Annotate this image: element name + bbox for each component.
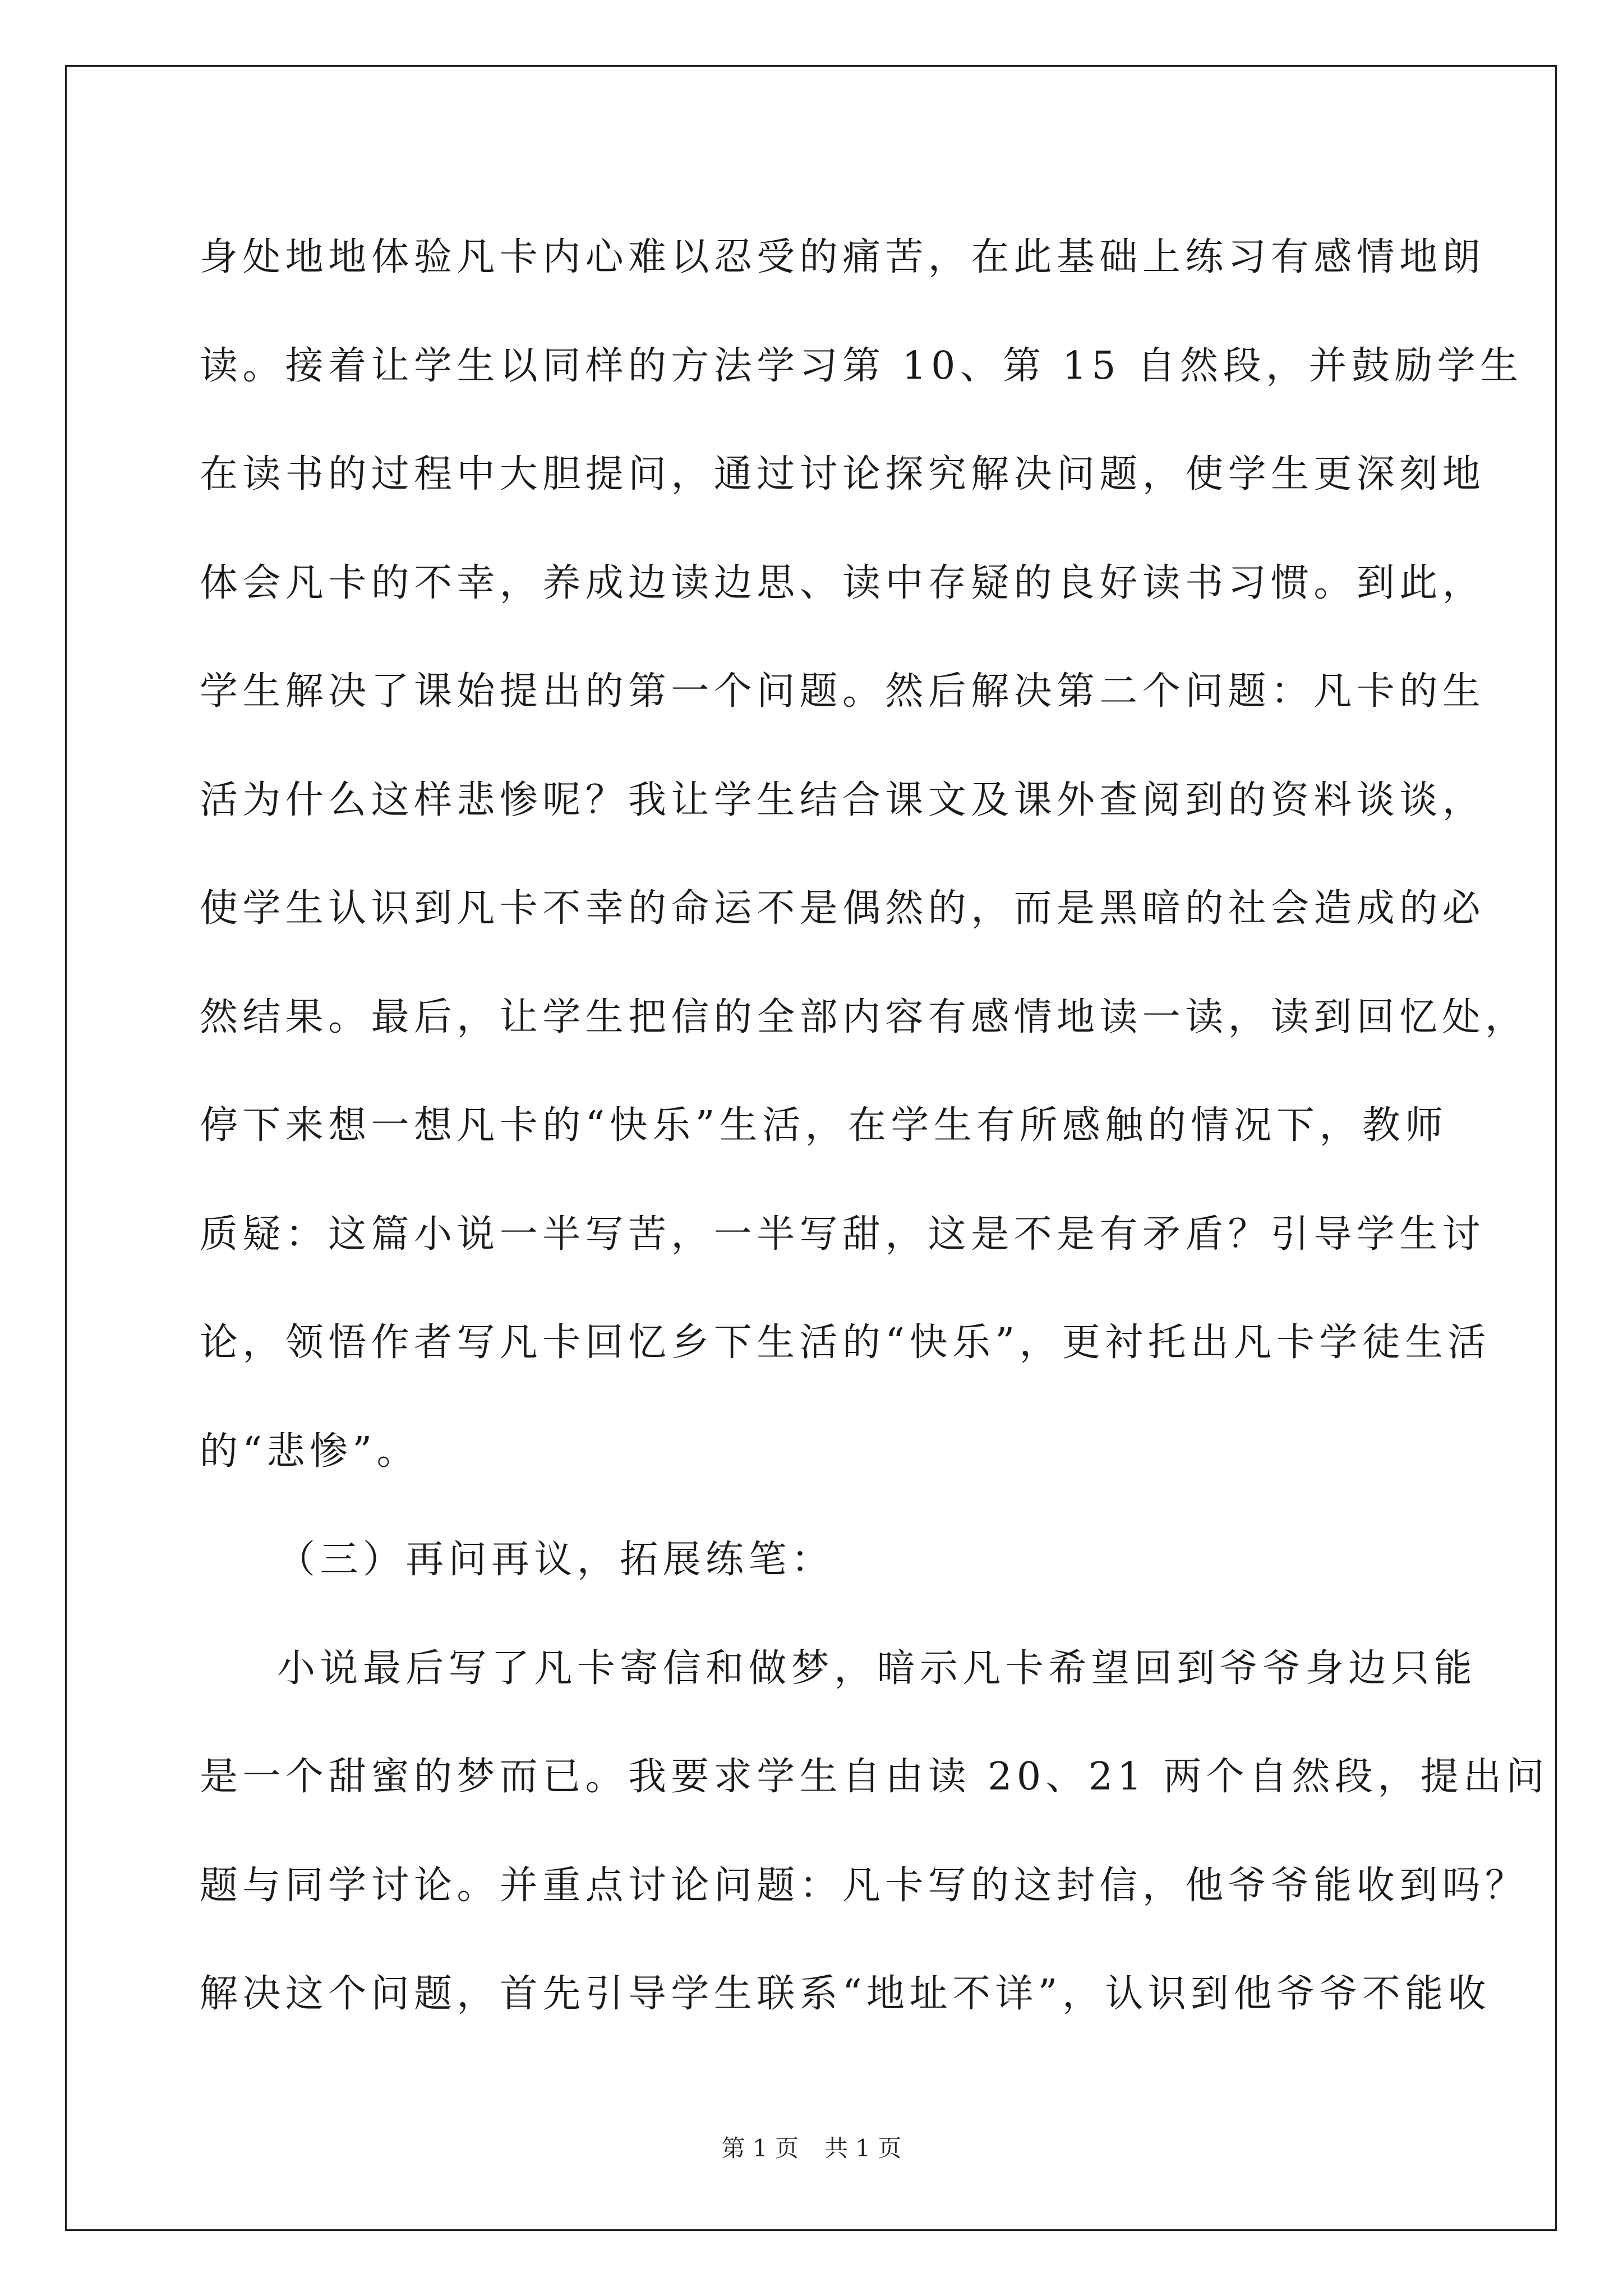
text-line: 活为什么这样悲惨呢？我让学生结合课文及课外查阅到的资料谈谈， [200, 777, 1486, 822]
text-line: （三）再问再议，拓展练笔： [277, 1538, 834, 1582]
text-line: 的“悲惨”。 [200, 1429, 419, 1474]
page-footer [0, 2132, 1623, 2165]
text-line: 题与同学讨论。并重点讨论问题：凡卡写的这封信，他爷爷能收到吗？ [200, 1863, 1528, 1908]
text-line: 小说最后写了凡卡寄信和做梦，暗示凡卡希望回到爷爷身边只能 [277, 1646, 1477, 1691]
text-line: 解决这个问题，首先引导学生联系“地址不详”，认识到他爷爷不能收 [200, 1972, 1491, 2016]
page-number-label: 第 1 页 [721, 2134, 799, 2162]
text-line: 使学生认识到凡卡不幸的命运不是偶然的，而是黑暗的社会造成的必 [200, 886, 1486, 931]
text-line: 质疑：这篇小说一半写苦，一半写甜，这是不是有矛盾？引导学生讨 [200, 1212, 1486, 1257]
text-line: 在读书的过程中大胆提问，通过讨论探究解决问题，使学生更深刻地 [200, 452, 1486, 496]
document-body [200, 203, 1549, 2049]
text-line: 身处地地体验凡卡内心难以忍受的痛苦，在此基础上练习有感情地朗 [200, 235, 1486, 279]
total-pages-label: 共 1 页 [824, 2134, 902, 2162]
text-line: 体会凡卡的不幸，养成边读边思、读中存疑的良好读书习惯。到此， [200, 560, 1486, 605]
text-line: 读。接着让学生以同样的方法学习第 10、第 15 自然段，并鼓励学生 [200, 343, 1523, 388]
text-line: 停下来想一想凡卡的“快乐”生活，在学生有所感触的情况下，教师 [200, 1103, 1448, 1148]
text-line: 论，领悟作者写凡卡回忆乡下生活的“快乐”，更衬托出凡卡学徒生活 [200, 1320, 1491, 1365]
text-line: 然结果。最后，让学生把信的全部内容有感情地读一读，读到回忆处， [200, 995, 1528, 1039]
text-line: 是一个甜蜜的梦而已。我要求学生自由读 20、21 两个自然段，提出问 [200, 1755, 1549, 1799]
text-line: 学生解决了课始提出的第一个问题。然后解决第二个问题：凡卡的生 [200, 669, 1486, 714]
